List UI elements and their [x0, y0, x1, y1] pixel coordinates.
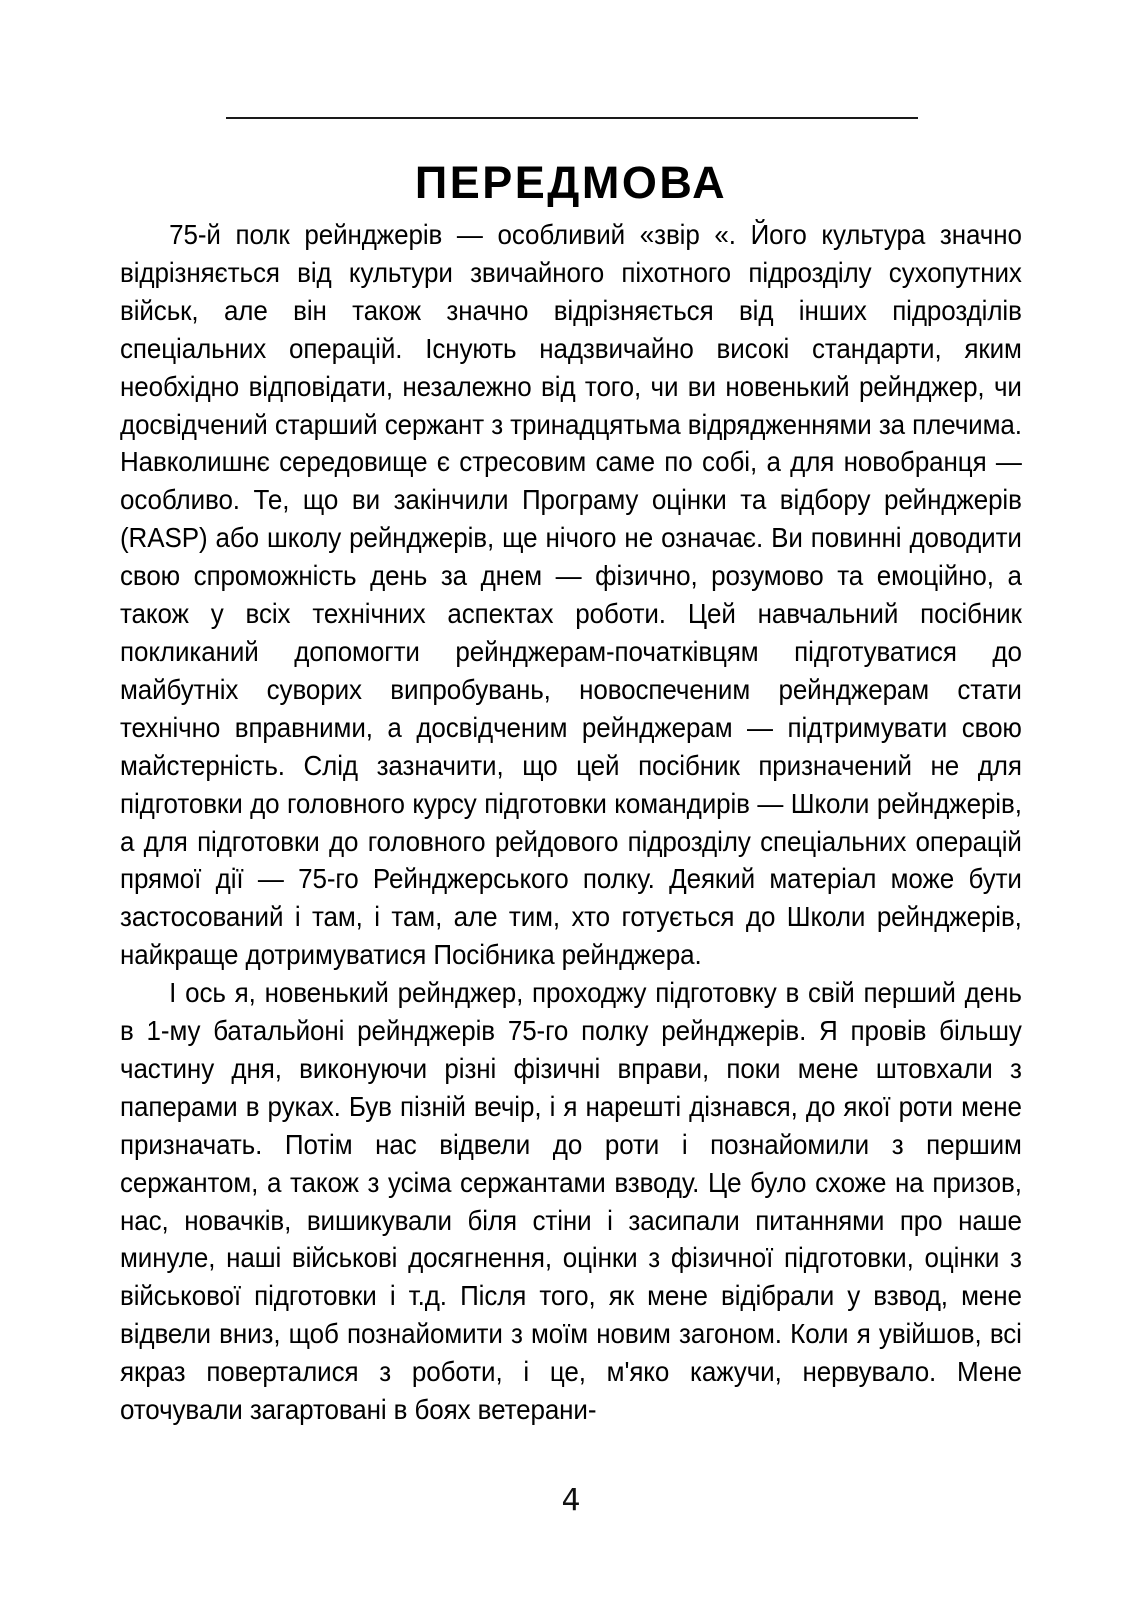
title-divider-rule: [226, 117, 918, 119]
page-number: 4: [561, 1483, 581, 1518]
paragraph: І ось я, новенький рейнджер, проходжу підготовку в свій перший день в 1-му батальйоні рейнджерів 75-го полку рейнджерів. Я провів більшу частину дня, виконуючи різні фізичні вправи, поки мене штовхали з паперами в руках. Був пізній вечір, і я нарешті дізнався, до якої роти мене призначать. Потім нас відвели до роти і познайомили з першим сержантом, а також з усіма сержантами взводу. Це було схоже на призов, нас, новачків, вишикували біля стіни і засипали питаннями про наше минуле, наші військові досягнення, оцінки з фізичної підготовки, оцінки з військової підготовки і т.д. Після того, як мене відібрали у взвод, мене відвели вниз, щоб познайомити з моїм новим загоном. Коли я увійшов, всі якраз поверталися з роботи, і це, м'яко кажучи, нервувало. Мене оточували загартовані в боях ветерани-: [120, 977, 1022, 1426]
paragraph: 75-й полк рейнджерів — особливий «звір «. Його культура значно відрізняється від культури звичайного піхотного підрозділу сухопутних військ, але він також значно відрізняється від інших підрозділів спеціальних операцій. Існують надзвичайно високі стандарти, яким необхідно відповідати, незалежно від того, чи ви новенький рейнджер, чи досвідчений старший сержант з тринадцятьма відрядженнями за плечима. Навколишнє середовище є стресовим саме по собі, а для новобранця — особливо. Те, що ви закінчили Програму оцінки та відбору рейнджерів (RASP) або школу рейнджерів, ще нічого не означає. Ви повинні доводити свою спроможність день за днем — фізично, розумово та емоційно, а також у всіх технічних аспектах роботи. Цей навчальний посібник покликаний допомогти рейнджерам-початківцям підготуватися до майбутніх суворих випробувань, новоспеченим рейнджерам стати технічно вправними, а досвідченим рейнджерам — підтримувати свою майстерність. Слід зазначити, що цей посібник призначений не для підготовки до головного курсу підготовки командирів — Школи рейнджерів, а для підготовки до головного рейдового підрозділу спеціальних операцій прямої дії — 75-го Рейнджерського полку. Деякий матеріал може бути застосований і там, і там, але тим, хто готується до Школи рейнджерів, найкраще дотримуватися Посібника рейнджера.: [120, 219, 1022, 971]
body-text-column: [120, 216, 1022, 1429]
chapter-title: ПЕРЕДМОВА: [414, 157, 728, 209]
